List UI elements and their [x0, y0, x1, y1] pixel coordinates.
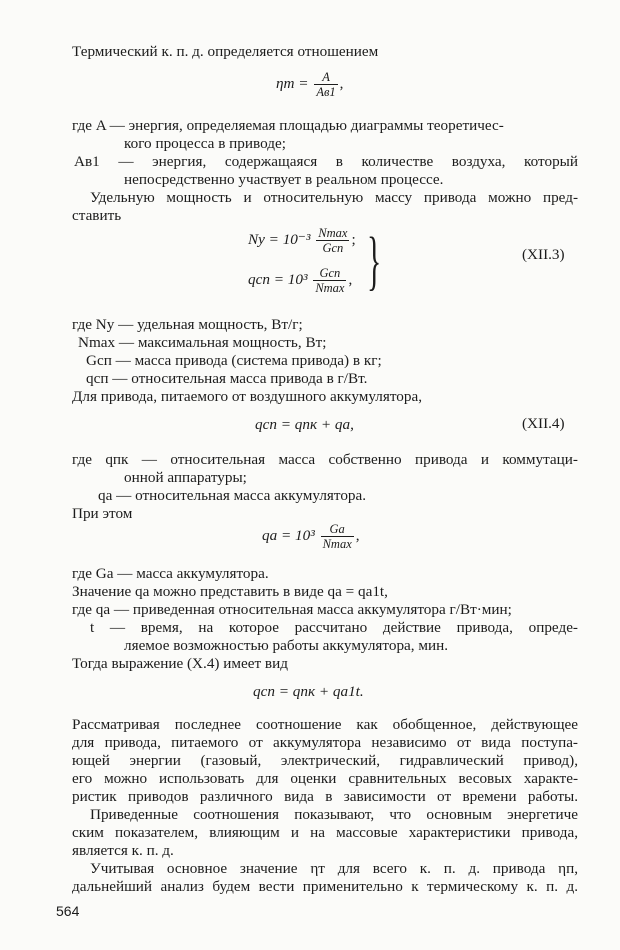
fraction: [321, 522, 354, 551]
text-line: ристик приводов различного вида в зависимости от времени работы.: [72, 788, 578, 805]
text-line: дальнейший анализ будем вести применительно к термическому к. п. д.: [72, 878, 578, 895]
text-line: его можно использовать для оценки сравнительных весовых характе-: [72, 770, 578, 787]
denominator: Nmax: [322, 537, 352, 551]
formula-relative-mass: [248, 266, 352, 295]
text-line: онной аппаратуры;: [124, 469, 247, 486]
text-line: qсп — относительная масса привода в г/Вт.: [86, 370, 368, 387]
equation-number: (XII.3): [522, 246, 565, 263]
page-number: 564: [56, 903, 80, 919]
text-line: qа — относительная масса аккумулятора.: [98, 487, 367, 504]
formula-total-mass-time: qсп = qпк + qа1t.: [253, 683, 364, 700]
denominator: Gсп: [322, 241, 344, 255]
text-line: является к. п. д.: [72, 842, 174, 859]
text-line: Gсп — масса привода (система привода) в кг;: [86, 352, 382, 369]
text-line: где Nу — удельная мощность, Вт/г;: [72, 316, 303, 333]
text-line: Для привода, питаемого от воздушного аккумулятора,: [72, 388, 422, 405]
text-line: где qа — приведенная относительная масса аккумулятора г/Вт·мин;: [72, 601, 512, 618]
formula-tail: ,: [348, 270, 353, 288]
text-line: Учитывая основное значение ηт для всего к. п. д. привода ηп,: [90, 860, 578, 877]
formula-tail: ;: [351, 230, 356, 248]
formula-lhs: Nу = 10⁻³: [248, 230, 311, 248]
text-line: Термический к. п. д. определяется отношением: [72, 43, 379, 60]
text-line: где Gа — масса аккумулятора.: [72, 565, 269, 582]
fraction: [313, 266, 346, 295]
text-line: Приведенные соотношения показывают, что основным энергетиче: [90, 806, 578, 823]
text-line: При этом: [72, 505, 133, 522]
formula-lhs: ηт =: [276, 74, 309, 92]
text-line: Удельную мощность и относительную массу привода можно пред-: [90, 189, 578, 206]
formula-tail: ,: [339, 74, 344, 92]
right-brace: }: [367, 224, 382, 297]
denominator: Nmax: [315, 281, 345, 295]
numerator: Gсп: [313, 266, 346, 281]
text-line: Aв1 — энергия, содержащаяся в количестве воздуха, который: [74, 153, 578, 170]
formula-lhs: qсп = 10³: [248, 270, 308, 288]
numerator: Gа: [321, 522, 354, 537]
text-line: t — время, на которое рассчитано действие привода, опреде-: [90, 619, 578, 636]
text-line: где A — энергия, определяемая площадью диаграммы теоретичес-: [72, 117, 504, 134]
denominator: Aв1: [316, 85, 336, 99]
formula-accumulator-mass: [262, 522, 360, 551]
text-line: ским показателем, влияющим и на массовые характеристики привода,: [72, 824, 578, 841]
formula-thermal-efficiency: [276, 70, 343, 99]
fraction: [316, 226, 349, 255]
numerator: Nmax: [318, 226, 348, 240]
equation-number: (XII.4): [522, 415, 565, 432]
formula-specific-power: [248, 226, 356, 255]
text-line: Рассматривая последнее соотношение как обобщенное, действующее: [72, 716, 578, 733]
formula-lhs: qа = 10³: [262, 526, 315, 544]
text-line: где qпк — относительная масса собственно привода и коммутаци-: [72, 451, 578, 468]
text-line: ляемое возможностью работы аккумулятора, мин.: [124, 637, 449, 654]
text-line: кого процесса в приводе;: [124, 135, 286, 152]
text-line: ющей энергии (газовый, электрический, гидравлический привод),: [72, 752, 578, 769]
text-line: непосредственно участвует в реальном процессе.: [124, 171, 444, 188]
text-line: Nmax — максимальная мощность, Вт;: [78, 334, 327, 351]
text-line: Значение qа можно представить в виде qа = qа1t,: [72, 583, 388, 600]
fraction: [314, 70, 337, 99]
formula-tail: ,: [355, 526, 360, 544]
text-line: Тогда выражение (X.4) имеет вид: [72, 655, 288, 672]
text-line: ставить: [72, 207, 122, 224]
numerator: A: [314, 70, 337, 85]
text-line: для привода, питаемого от аккумулятора независимо от вида поступа-: [72, 734, 578, 751]
formula-total-mass: qсп = qпк + qа,: [255, 416, 354, 433]
